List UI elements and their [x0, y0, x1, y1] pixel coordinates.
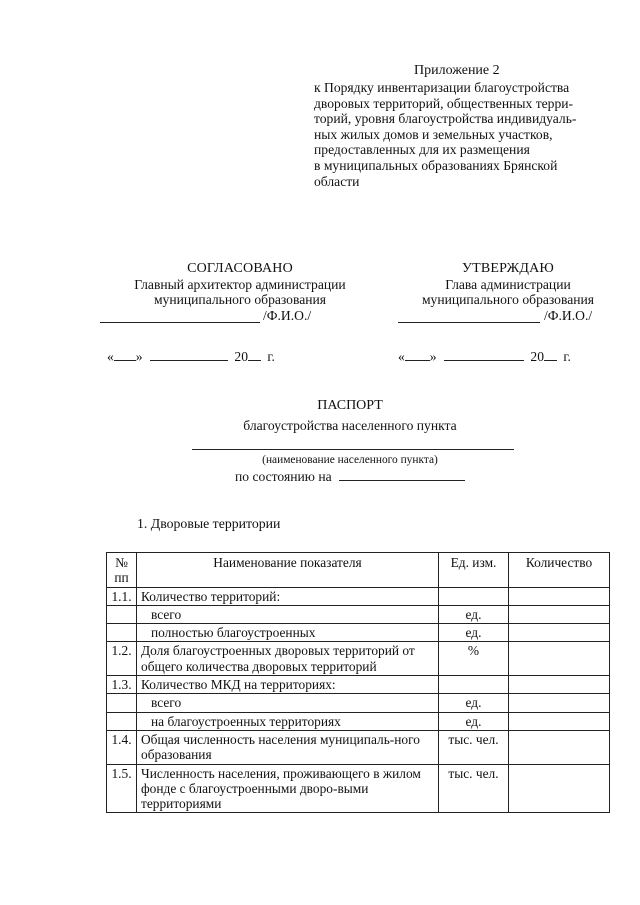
row-unit: ед. — [439, 624, 509, 642]
quote-open: « — [107, 349, 114, 364]
row-unit: ед. — [439, 694, 509, 712]
annex-line: торий, уровня благоустройства индивидуаль- — [314, 111, 577, 127]
table-row — [107, 764, 610, 813]
annex-line: к Порядку инвентаризации благоустройства — [314, 80, 570, 95]
row-name: Доля благоустроенных дворовых территорий от общего количества дворовых территорий — [137, 642, 439, 676]
row-name: всего — [137, 605, 439, 623]
approved-organization: муниципального образования — [421, 292, 595, 308]
year-prefix: 20 — [234, 349, 248, 364]
row-unit: ед. — [439, 605, 509, 623]
table-row — [107, 587, 610, 605]
row-name: Количество МКД на территориях: — [137, 676, 439, 694]
row-unit: % — [439, 642, 509, 676]
passport-subtitle: благоустройства населенного пункта — [243, 418, 457, 433]
row-num — [107, 624, 137, 642]
row-unit: тыс. чел. — [439, 764, 509, 813]
table-row — [107, 730, 610, 764]
annex-line: ных жилых домов и земельных участков, — [314, 126, 553, 142]
row-unit — [439, 587, 509, 605]
yard-territories-table — [106, 552, 610, 813]
agreed-position: Главный архитектор администрации — [134, 276, 346, 292]
row-qty[interactable] — [509, 676, 610, 694]
header-num: № пп — [107, 553, 137, 588]
approved-position: Глава администрации — [445, 276, 571, 292]
as-of-row — [235, 468, 465, 485]
agreed-date — [107, 348, 275, 365]
as-of-date-blank[interactable] — [339, 468, 465, 481]
table-row — [107, 712, 610, 730]
row-num — [107, 712, 137, 730]
row-unit: тыс. чел. — [439, 730, 509, 764]
row-name: полностью благоустроенных — [137, 624, 439, 642]
row-name: всего — [137, 694, 439, 712]
row-num: 1.2. — [107, 642, 137, 676]
row-num: 1.4. — [107, 730, 137, 764]
header-name: Наименование показателя — [137, 553, 439, 588]
table-header-row — [107, 553, 610, 588]
passport-caption: (наименование населенного пункта) — [262, 454, 438, 466]
row-name: Численность населения, проживающего в жилом фонде с благоустроенными дворо-выми территориями — [137, 764, 439, 813]
day-blank[interactable] — [405, 348, 430, 361]
year-blank[interactable] — [544, 348, 557, 361]
row-name: Количество территорий: — [137, 587, 439, 605]
quote-open: « — [398, 349, 405, 364]
row-name: на благоустроенных территориях — [137, 712, 439, 730]
agreed-heading: СОГЛАСОВАНО — [187, 261, 293, 276]
approved-fio: /Ф.И.О./ — [544, 307, 593, 323]
row-unit — [439, 676, 509, 694]
annex-description — [314, 80, 576, 189]
header-unit: Ед. изм. — [439, 553, 509, 588]
row-qty[interactable] — [509, 587, 610, 605]
annex-title: Приложение 2 — [414, 63, 500, 78]
row-num: 1.5. — [107, 764, 137, 813]
agreed-block — [100, 261, 380, 323]
agreed-organization: муниципального образования — [153, 292, 327, 308]
quote-close: » — [135, 349, 143, 364]
row-num: 1.3. — [107, 676, 137, 694]
table-row — [107, 676, 610, 694]
row-name: Общая численность населения муниципаль-ного образования — [137, 730, 439, 764]
row-qty[interactable] — [509, 730, 610, 764]
as-of-label: по состоянию на — [235, 469, 332, 484]
row-num — [107, 694, 137, 712]
approved-block — [392, 261, 624, 323]
table-row — [107, 605, 610, 623]
approved-date — [398, 348, 571, 365]
row-num — [107, 605, 137, 623]
table-row — [107, 694, 610, 712]
settlement-name-blank[interactable] — [192, 449, 514, 450]
quote-close: » — [429, 349, 437, 364]
approved-signature-line — [392, 308, 624, 324]
row-qty[interactable] — [509, 764, 610, 813]
year-blank[interactable] — [248, 348, 261, 361]
agreed-fio: /Ф.И.О./ — [263, 307, 312, 323]
signature-blank[interactable] — [100, 310, 260, 323]
row-qty[interactable] — [509, 712, 610, 730]
annex-line: в муниципальных образованиях Брянской — [314, 157, 558, 173]
passport-title: ПАСПОРТ — [317, 398, 383, 413]
year-suffix: г. — [563, 349, 571, 364]
row-unit: ед. — [439, 712, 509, 730]
section-title: 1. Дворовые территории — [137, 516, 281, 531]
annex-line: дворовых территорий, общественных терри- — [314, 95, 574, 111]
agreed-signature-line — [100, 308, 380, 324]
row-qty[interactable] — [509, 642, 610, 676]
row-qty[interactable] — [509, 694, 610, 712]
table-row — [107, 642, 610, 676]
row-qty[interactable] — [509, 605, 610, 623]
year-suffix: г. — [267, 349, 275, 364]
month-blank[interactable] — [444, 348, 524, 361]
row-qty[interactable] — [509, 624, 610, 642]
month-blank[interactable] — [150, 348, 228, 361]
year-prefix: 20 — [530, 349, 544, 364]
row-num: 1.1. — [107, 587, 137, 605]
header-qty: Количество — [509, 553, 610, 588]
day-blank[interactable] — [114, 348, 136, 361]
approved-heading: УТВЕРЖДАЮ — [461, 261, 555, 276]
table-row — [107, 624, 610, 642]
annex-line: предоставленных для их размещения — [314, 142, 530, 158]
annex-line: области — [314, 173, 360, 189]
signature-blank[interactable] — [398, 310, 540, 323]
